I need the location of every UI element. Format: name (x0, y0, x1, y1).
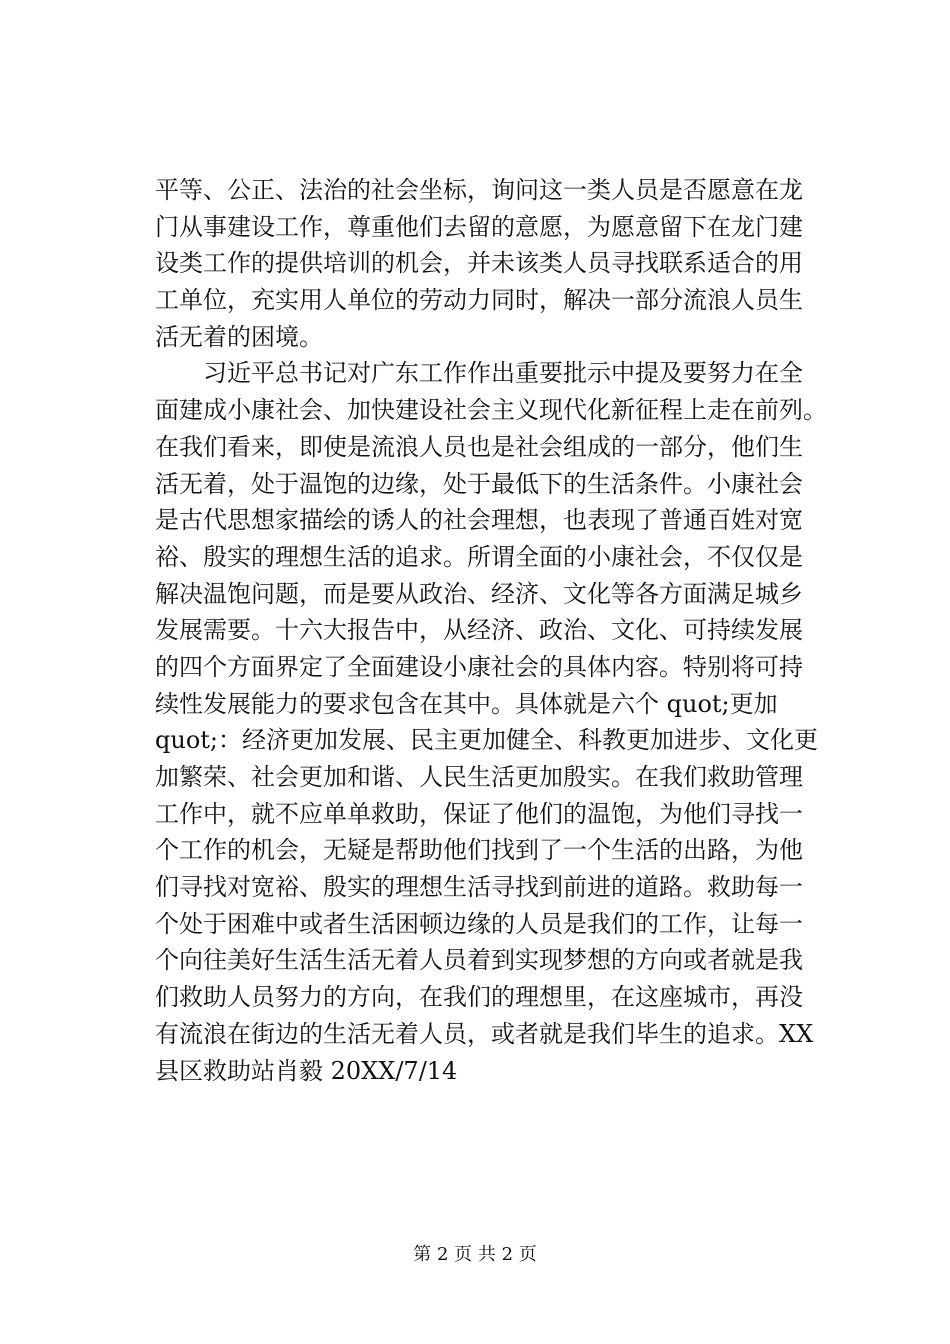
text-line: 个处于困难中或者生活困顿边缘的人员是我们的工作，让每一 (155, 909, 803, 938)
text-line: 县区救助站肖毅 20XX/7/14 (155, 1056, 458, 1085)
text-line: 们寻找对宽裕、殷实的理想生活寻找到前进的道路。救助每一 (155, 873, 803, 902)
page-number-footer: 第 2 页 共 2 页 (413, 1244, 537, 1265)
text-line: 续性发展能力的要求包含在其中。具体就是六个 quot;更加 (155, 689, 778, 718)
text-line: 面建成小康社会、加快建设社会主义现代化新征程上走在前列。 (155, 396, 827, 425)
text-line: quot;：经济更加发展、民主更加健全、科教更加进步、文化更 (155, 726, 818, 755)
text-line: 个工作的机会，无疑是帮助他们找到了一个生活的出路，为他 (155, 836, 803, 865)
text-line: 平等、公正、法治的社会坐标，询问这一类人员是否愿意在龙 (155, 176, 803, 204)
text-line: 裕、殷实的理想生活的追求。所谓全面的小康社会，不仅仅是 (155, 542, 803, 571)
text-line: 工单位，充实用人单位的劳动力同时，解决一部分流浪人员生 (155, 286, 803, 315)
text-line: 设类工作的提供培训的机会，并未该类人员寻找联系适合的用 (155, 249, 803, 278)
body-text (155, 172, 827, 1089)
text-line: 们救助人员努力的方向，在我们的理想里，在这座城市，再没 (155, 983, 803, 1012)
text-line: 发展需要。十六大报告中，从经济、政治、文化、可持续发展 (155, 616, 803, 645)
text-line: 是古代思想家描绘的诱人的社会理想，也表现了普通百姓对宽 (155, 506, 803, 535)
text-line: 加繁荣、社会更加和谐、人民生活更加殷实。在我们救助管理 (155, 763, 803, 791)
text-line: 有流浪在街边的生活无着人员，或者就是我们毕生的追求。XX (155, 1019, 814, 1048)
text-line: 的四个方面界定了全面建设小康社会的具体内容。特别将可持 (155, 652, 803, 681)
text-line: 工作中，就不应单单救助，保证了他们的温饱，为他们寻找一 (155, 799, 803, 828)
text-line: 习近平总书记对广东工作作出重要批示中提及要努力在全 (155, 359, 803, 388)
text-line: 活无着的困境。 (155, 322, 323, 351)
text-line: 活无着，处于温饱的边缘，处于最低下的生活条件。小康社会 (155, 469, 803, 498)
text-line: 门从事建设工作，尊重他们去留的意愿，为愿意留下在龙门建 (155, 212, 803, 241)
text-line: 个向往美好生活生活无着人员着到实现梦想的方向或者就是我 (155, 946, 803, 975)
text-line: 在我们看来，即使是流浪人员也是社会组成的一部分，他们生 (155, 432, 803, 461)
text-line: 解决温饱问题，而是要从政治、经济、文化等各方面满足城乡 (155, 579, 803, 608)
